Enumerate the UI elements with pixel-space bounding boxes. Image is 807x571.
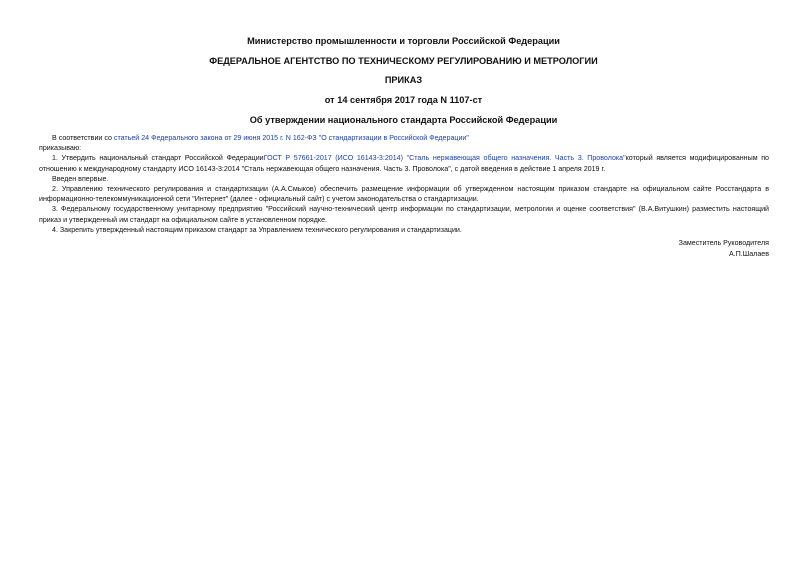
ministry-heading: Министерство промышленности и торговли Российской Федерации [247,36,560,46]
signatory-title: Заместитель Руководителя [678,239,769,247]
agency-heading: ФЕДЕРАЛЬНОЕ АГЕНТСТВО ПО ТЕХНИЧЕСКОМУ РЕГУЛИРОВАНИЮ И МЕТРОЛОГИИ [209,56,598,66]
order-subject: Об утверждении национального стандарта Российской Федерации [249,115,558,125]
document-type: ПРИКАЗ [384,75,423,85]
item-1-suffix: который является модифицированным по отношению к международному стандарту ИСО 16143-3:2014 "Сталь нержавеющая общего назначения. Часть 3. Проволока", с датой введения в действие 1 апреля 2019 г. [39,154,769,173]
signatory-name: А.П.Шалаев [728,250,769,258]
order-body [39,133,769,235]
item-1-prefix: 1. Утвердить национальный стандарт Российской Федерации [52,154,264,163]
standard-link[interactable]: ГОСТ Р 57661-2017 (ИСО 16143-3:2014) "Сталь нержавеющая общего назначения. Часть 3. Проволока" [263,154,626,163]
item-1 [39,153,769,173]
item-2: 2. Управлению технического регулирования и стандартизации (А.А.Смыков) обеспечить размещение информации об утвержденном настоящим приказом стандарте на официальном сайте Росстандарта в информационно-телекоммуникационной сети "Интернет" (далее - официальный сайт) с учетом законодательства о стандартизации. [39,185,769,204]
intro-prefix: В соответствии со [52,134,114,142]
intro-paragraph [39,133,769,143]
item-3: 3. Федеральному государственному унитарному предприятию "Российский научно-технический центр информации по стандартизации, метрологии и оценке соответствия" (В.А.Витушкин) разместить настоящий приказ и утвержденный им стандарт на официальном сайте в установленном порядке. [39,205,769,224]
order-date-number: от 14 сентября 2017 года N 1107-ст [324,95,483,105]
law-link[interactable]: статьей 24 Федерального закона от 29 июня 2015 г. N 162-ФЗ "О стандартизации в Российской Федерации" [113,134,469,142]
first-introduced-note: Введен впервые. [52,174,109,183]
order-word: приказываю: [39,144,82,153]
item-4: 4. Закрепить утвержденный настоящим приказом стандарт за Управлением технического регулирования и стандартизации. [52,225,462,234]
